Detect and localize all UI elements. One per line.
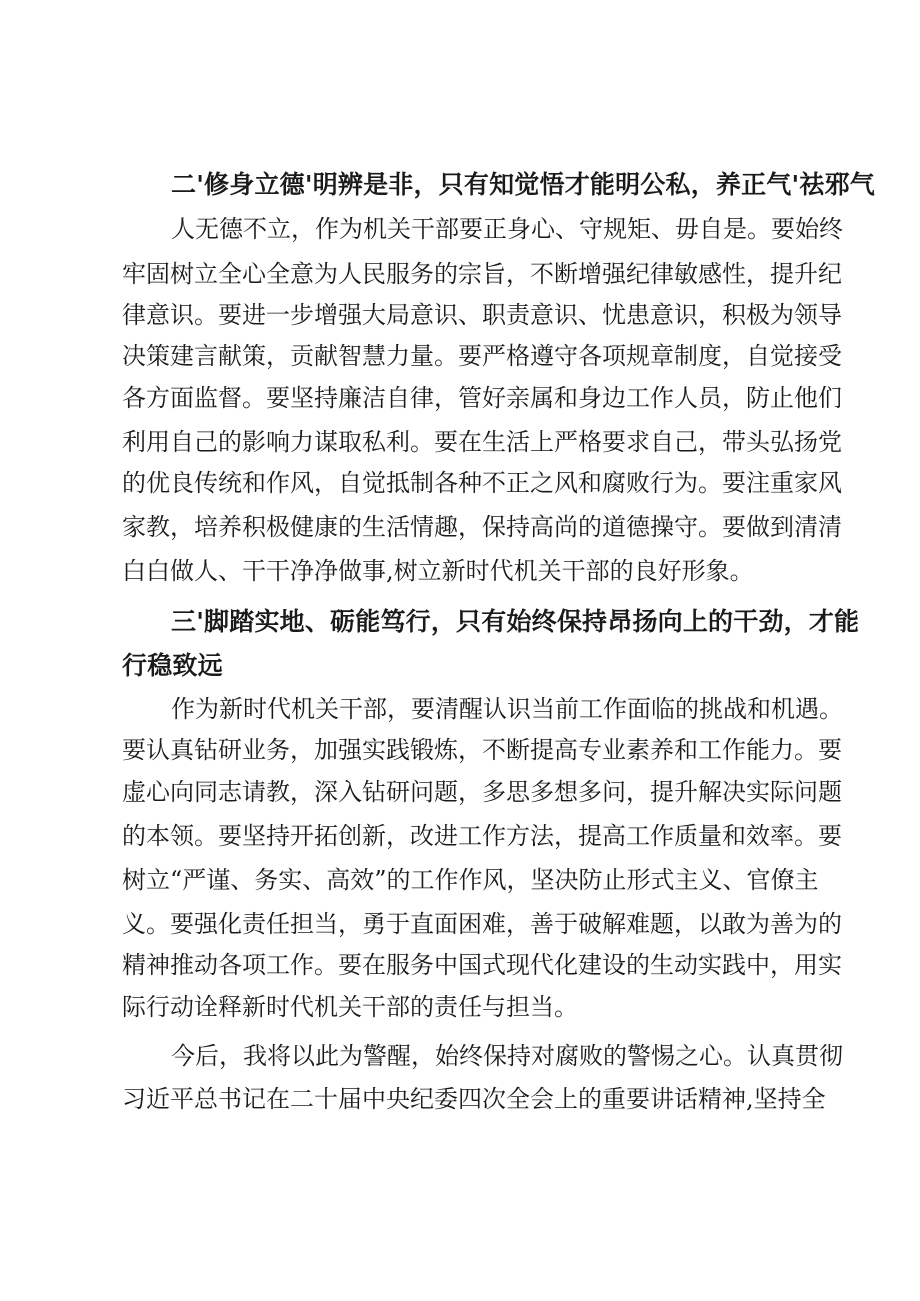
paragraph-line: 律意识。要进一步增强大局意识、职责意识、忧患意识，积极为领导 [122, 301, 842, 329]
paragraph-line: 人无德不立，作为机关干部要正身心、守规矩、毋自是。要始终 [171, 215, 843, 243]
section-heading-3: 三'脚踏实地、砺能笃行，只有始终保持昂扬向上的干劲，才能 [171, 607, 860, 636]
paragraph-line: 家教，培养积极健康的生活情趣，保持高尚的道德操守。要做到清清 [122, 513, 842, 541]
paragraph-line: 际行动诠释新时代机关干部的责任与担当。 [122, 993, 578, 1021]
paragraph-line: 牢固树立全心全意为人民服务的宗旨，不断增强纪律敏感性，提升纪 [122, 260, 842, 288]
paragraph-line: 的本领。要坚持开拓创新，改进工作方法，提高工作质量和效率。要 [122, 822, 842, 850]
paragraph-line: 树立“严谨、务实、高效”的工作作风，坚决防止形式主义、官僚主 [122, 866, 819, 894]
paragraph-line: 作为新时代机关干部，要清醒认识当前工作面临的挑战和机遇。 [171, 695, 843, 723]
paragraph-line: 白白做人、干干净净做事,树立新时代机关干部的良好形象。 [122, 557, 754, 585]
paragraph-line: 要认真钻研业务，加强实践锻炼，不断提高专业素养和工作能力。要 [122, 736, 842, 764]
paragraph-line: 义。要强化责任担当，勇于直面困难，善于破解难题，以敢为善为的 [122, 910, 842, 938]
paragraph-line: 利用自己的影响力谋取私利。要在生活上严格要求自己，带头弘扬党 [122, 428, 842, 456]
paragraph-line: 习近平总书记在二十届中央纪委四次全会上的重要讲话精神,坚持全 [122, 1085, 826, 1113]
paragraph-line: 的优良传统和作风，自觉抵制各种不正之风和腐败行为。要注重家风 [122, 469, 842, 497]
paragraph-line: 精神推动各项工作。要在服务中国式现代化建设的生动实践中，用实 [122, 951, 842, 979]
paragraph-line: 今后，我将以此为警醒，始终保持对腐败的警惕之心。认真贯彻 [171, 1042, 843, 1070]
paragraph-line: 虚心向同志请教，深入钻研问题，多思多想多问，提升解决实际问题 [122, 778, 842, 806]
section-heading-2: 二'修身立德'明辨是非，只有知觉悟才能明公私，养正气'祛邪气 [171, 170, 875, 199]
paragraph-line: 各方面监督。要坚持廉洁自律，管好亲属和身边工作人员，防止他们 [122, 384, 842, 412]
paragraph-line: 决策建言献策，贡献智慧力量。要严格遵守各项规章制度，自觉接受 [122, 342, 842, 370]
section-heading-3-cont: 行稳致远 [122, 651, 223, 680]
